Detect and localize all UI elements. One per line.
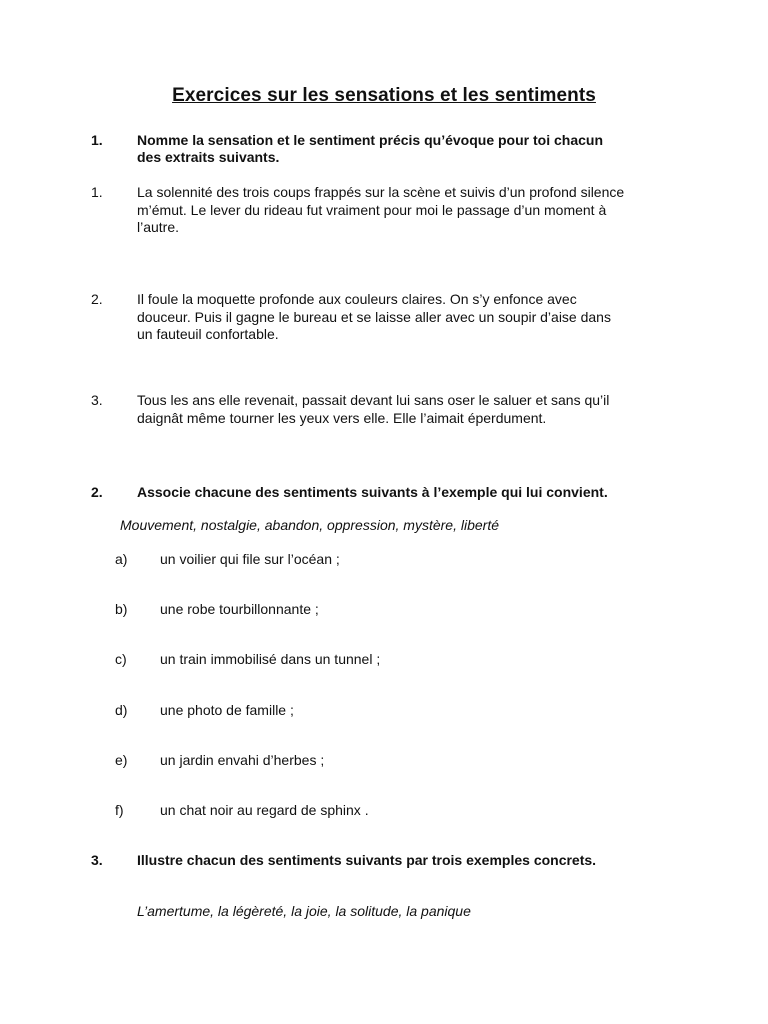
extract-3-number: 3. [91,392,103,408]
extract-1-text [137,184,624,237]
extract-2-line-3: un fauteuil confortable. [137,326,279,342]
extract-1-line-1: La solennité des trois coups frappés sur la scène et suivis d’un profond silence [137,184,625,200]
item-d-text: une photo de famille ; [160,702,294,718]
extract-3-line-2: daignât même tourner les yeux vers elle. Elle l’aimait éperdument. [137,409,547,426]
extract-2-number: 2. [91,291,103,307]
item-c-letter: c) [115,651,127,667]
extract-1-line-2: m’émut. Le lever du rideau fut vraiment pour moi le passage d’un moment à [137,201,607,218]
item-f-text: un chat noir au regard de sphinx . [160,802,369,818]
extract-3-line-1: Tous les ans elle revenait, passait devant lui sans oser le saluer et sans qu’il [137,392,610,408]
exercise-2-word-list: Mouvement, nostalgie, abandon, oppression, mystère, liberté [120,517,499,533]
exercise-3-number: 3. [91,852,103,868]
extract-3-text [137,392,609,427]
page-title: Exercices sur les sensations et les sentiments [172,85,596,106]
exercise-3-instruction: Illustre chacun des sentiments suivants par trois exemples concrets. [137,852,597,868]
exercise-1-number: 1. [91,132,103,148]
item-e-letter: e) [115,752,128,768]
exercise-3-word-list: L’amertume, la légèreté, la joie, la solitude, la panique [137,903,471,919]
exercise-1-instruction [137,132,603,166]
item-f-letter: f) [115,802,124,818]
exercise-1-instruction-line-2: des extraits suivants. [137,149,280,165]
item-d-letter: d) [115,702,128,718]
item-e-text: un jardin envahi d’herbes ; [160,752,325,768]
exercise-2-number: 2. [91,484,103,500]
exercise-2-instruction: Associe chacune des sentiments suivants à l’exemple qui lui convient. [137,484,608,500]
item-b-text: une robe tourbillonnante ; [160,601,319,617]
item-a-text: un voilier qui file sur l’océan ; [160,551,340,567]
item-c-text: un train immobilisé dans un tunnel ; [160,651,381,667]
item-a-letter: a) [115,551,128,567]
extract-2-line-2: douceur. Puis il gagne le bureau et se laisse aller avec un soupir d’aise dans [137,308,611,325]
extract-1-number: 1. [91,184,103,200]
extract-1-line-3: l’autre. [137,219,180,235]
extract-2-line-1: Il foule la moquette profonde aux couleurs claires. On s’y enfonce avec [137,291,577,307]
extract-2-text [137,291,611,344]
item-b-letter: b) [115,601,128,617]
exercise-1-instruction-line-1: Nomme la sensation et le sentiment précis qu’évoque pour toi chacun [137,132,603,148]
